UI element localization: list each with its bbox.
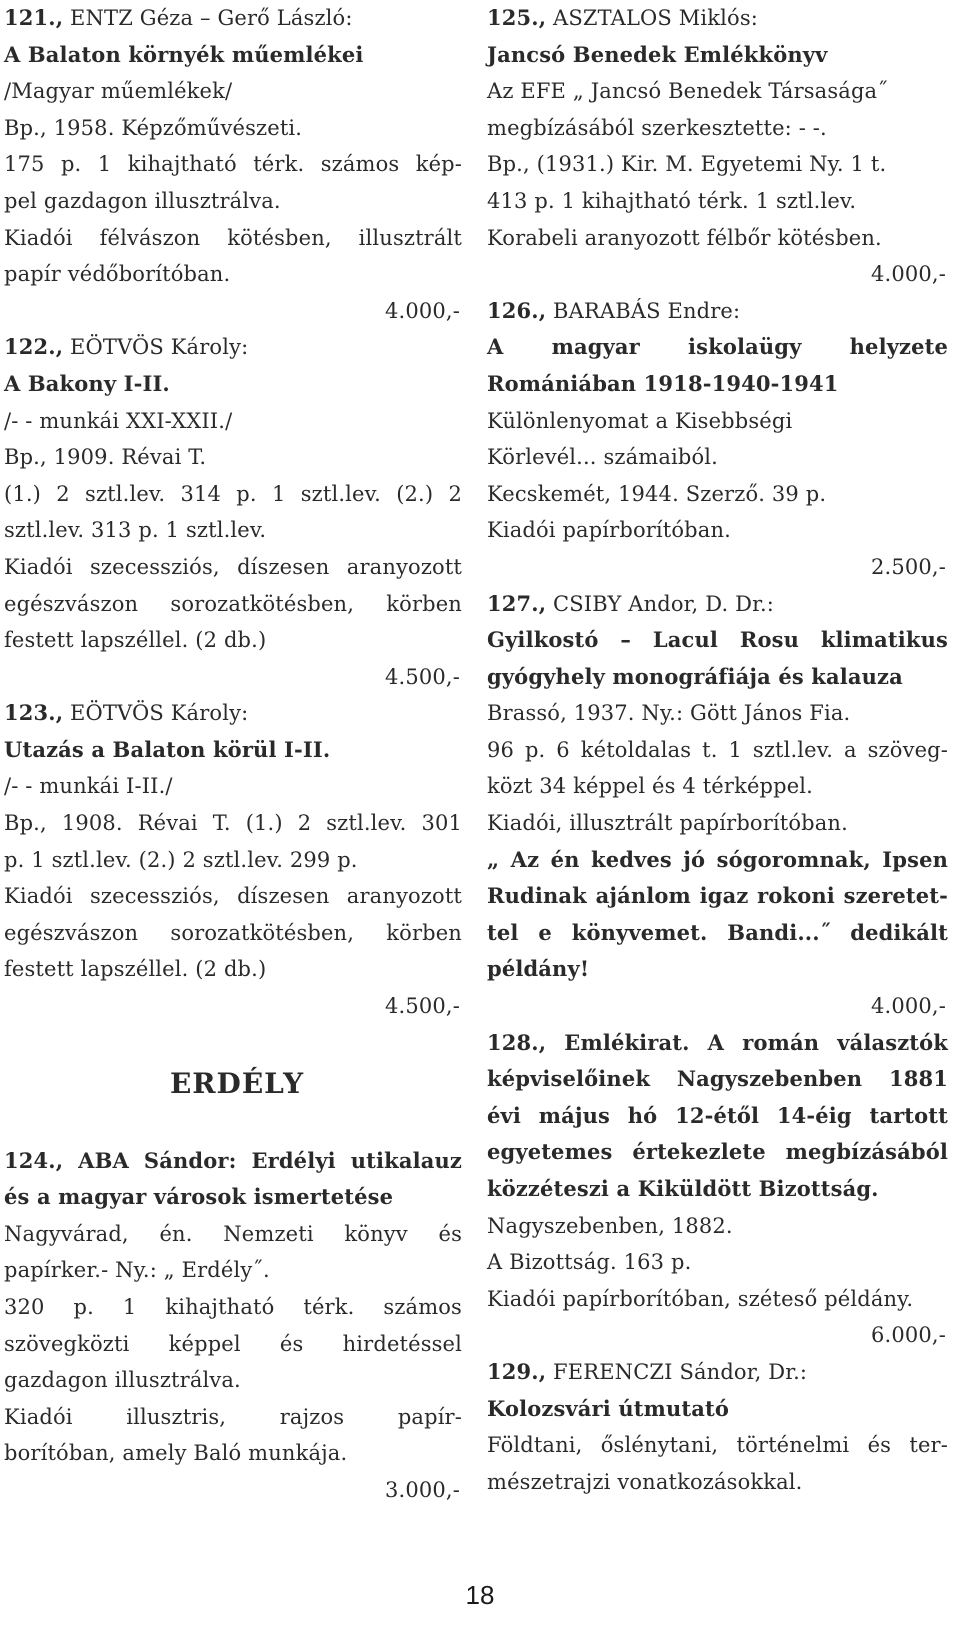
catalog-entry [4,1143,462,1509]
catalog-entry [487,1025,948,1354]
entry-title-line: Romániában 1918-1940-1941 [487,370,839,396]
entry-line: Bp., 1909. Révai T. [4,445,207,470]
entry-heading: 121., ENTZ Géza – Gerő László: [4,5,353,30]
entry-line: Körlevél... számaiból. [487,445,718,470]
catalog-entry [487,293,948,586]
catalog-entry [487,0,948,293]
catalog-entry [4,329,462,695]
entry-line: Brassó, 1937. Ny.: Gött János Fia. [487,701,851,726]
entry-heading: 127., CSIBY Andor, D. Dr.: [487,590,775,616]
entry-line: festett lapszéllel. (2 db.) [4,957,267,982]
entry-line: Bp., 1958. Képzőművészeti. [4,115,303,140]
entry-line: Kiadói szecessziós, díszesen aranyozott [4,554,462,579]
catalog-entry [4,0,462,329]
entry-title-line: A Bakony I-II. [4,370,170,396]
catalog-entry [487,586,948,1025]
entry-price: 6.000,- [871,1323,946,1348]
entry-title-line: közzéteszi a Kiküldött Bizottság. [487,1176,879,1201]
entry-price: 4.500,- [385,994,460,1019]
entry-title-line: Gyilkostó – Lacul Rosu klimatikus [487,627,948,653]
entry-line: 96 p. 6 kétoldalas t. 1 sztl.lev. a szöveg- [487,737,948,762]
entry-line: szövegközti képpel és hirdetéssel [4,1331,462,1356]
entry-line: gazdagon illusztrálva. [4,1368,241,1393]
entry-title-line: A Balaton környék műemlékei [4,41,364,67]
entry-line: /Magyar műemlékek/ [4,79,233,104]
entry-line: Nagyvárad, én. Nemzeti könyv és [4,1221,462,1246]
entry-price: 4.000,- [385,298,460,323]
entry-line: Kecskemét, 1944. Szerző. 39 p. [487,481,827,506]
entry-title-line: gyógyhely monográfiája és kalauza [487,663,903,689]
entry-line: 413 p. 1 kihajtható térk. 1 sztl.lev. [487,188,857,213]
page-number: 18 [465,1580,495,1610]
entry-title-line: Kolozsvári útmutató [487,1395,730,1421]
entry-line: Korabeli aranyozott félbőr kötésben. [487,225,882,250]
entry-line: papír védőborítóban. [4,262,231,287]
entry-line: /- - munkái XXI-XXII./ [4,408,233,433]
right-column [487,0,948,1500]
entry-price: 4.000,- [871,262,946,287]
entry-title-line: tel e könyvemet. Bandi...˝ dedikált [487,919,948,945]
entry-line: 175 p. 1 kihajtható térk. számos kép- [4,152,462,177]
entry-price: 2.500,- [871,554,946,579]
entry-title-line: Utazás a Balaton körül I-II. [4,736,331,762]
entry-title-line: példány! [487,956,590,982]
entry-title-line: képviselőinek Nagyszebenben 1881 [487,1066,948,1092]
entry-line: /- - munkái I-II./ [4,774,173,799]
entry-title-line: „ Az én kedves jó sógoromnak, Ipsen [487,846,948,872]
entry-price: 3.000,- [385,1477,460,1502]
entry-line: közt 34 képpel és 4 térképpel. [487,774,813,799]
entry-title-line: A magyar iskolaügy helyzete [487,334,948,360]
entry-line: Kiadói illusztris, rajzos papír- [4,1404,462,1429]
entry-title-line: és a magyar városok ismertetése [4,1184,394,1210]
entry-line: Nagyszebenben, 1882. [487,1213,733,1238]
entry-line: Kiadói papírborítóban, széteső példány. [487,1286,914,1311]
entry-line: 320 p. 1 kihajtható térk. számos [4,1295,462,1319]
entry-line: sztl.lev. 313 p. 1 sztl.lev. [4,518,267,543]
entry-title-line: 128., Emlékirat. A román választók [487,1029,948,1055]
catalog-entry [4,695,462,1024]
entry-line: pel gazdagon illusztrálva. [4,188,281,213]
catalog-entry [487,1354,948,1500]
entry-line: Kiadói, illusztrált papírborítóban. [487,811,848,836]
entry-title-line: 124., ABA Sándor: Erdélyi utikalauz [4,1147,462,1173]
entry-line: Kiadói papírborítóban. [487,518,731,543]
entry-line: Földtani, őslénytani, történelmi és ter- [487,1433,948,1458]
entry-line: Kiadói félvászon kötésben, illusztrált [4,225,462,250]
entry-title-line: egyetemes értekezlete megbízásából [487,1139,948,1165]
entry-line: papírker.- Ny.: „ Erdély˝. [4,1258,270,1283]
entry-line: megbízásából szerkesztette: - -. [487,115,827,140]
entry-line: mészetrajzi vonatkozásokkal. [487,1469,803,1494]
entry-line: Különlenyomat a Kisebbségi [487,408,793,433]
entry-line: Kiadói szecessziós, díszesen aranyozott [4,884,462,909]
entry-line: Bp., (1931.) Kir. M. Egyetemi Ny. 1 t. [487,152,887,177]
entry-price: 4.000,- [871,994,946,1019]
entry-price: 4.500,- [385,664,460,689]
entry-heading: 122., EÖTVÖS Károly: [4,334,249,360]
entry-line: egészvászon sorozatkötésben, körben [4,920,462,945]
entry-heading: 123., EÖTVÖS Károly: [4,700,249,726]
entry-line: borítóban, amely Baló munkája. [4,1441,348,1466]
entry-heading: 125., ASZTALOS Miklós: [487,5,758,30]
entry-heading: 126., BARABÁS Endre: [487,297,741,323]
entry-title-line: évi május hó 12-étől 14-éig tartott [487,1102,948,1128]
left-column [4,0,462,1509]
entry-line: (1.) 2 sztl.lev. 314 p. 1 sztl.lev. (2.) 2 [4,481,462,506]
entry-line: Az EFE „ Jancsó Benedek Társasága˝ [487,79,888,104]
entry-title-line: Jancsó Benedek Emlékkönyv [487,41,828,67]
entry-title-line: Rudinak ajánlom igaz rokoni szeretet- [487,883,948,909]
entry-line: p. 1 sztl.lev. (2.) 2 sztl.lev. 299 p. [4,847,358,872]
entry-line: Bp., 1908. Révai T. (1.) 2 sztl.lev. 301 [4,811,462,836]
entry-line: egészvászon sorozatkötésben, körben [4,591,462,616]
section-heading: ERDÉLY [169,1066,305,1100]
entry-heading: 129., FERENCZI Sándor, Dr.: [487,1358,808,1384]
entry-line: festett lapszéllel. (2 db.) [4,628,267,653]
entry-line: A Bizottság. 163 p. [487,1250,692,1275]
